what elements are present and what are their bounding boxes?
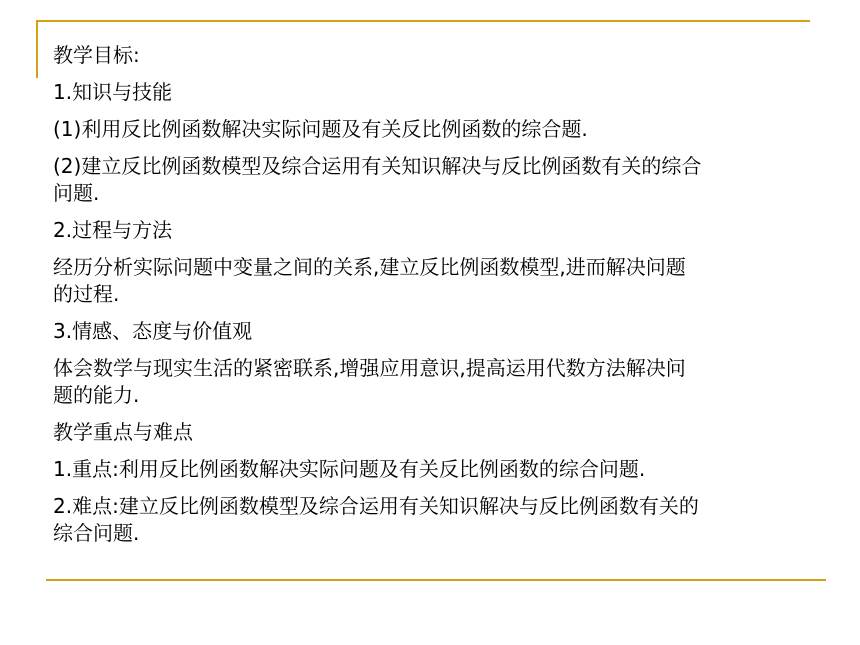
knowledge-point-2-line-1: (2)建立反比例函数模型及综合运用有关知识解决与反比例函数有关的综合 <box>53 154 702 178</box>
slide-content <box>53 42 833 557</box>
emotion-attitude-text-line-1: 体会数学与现实生活的紧密联系,增强应用意识,提高运用代数方法解决问 <box>53 356 686 380</box>
knowledge-point-2 <box>53 153 833 207</box>
process-method-title: 2.过程与方法 <box>53 218 173 242</box>
objectives-heading: 教学目标: <box>53 43 140 67</box>
bottom-accent-rule <box>46 579 826 581</box>
focus-difficulty-point <box>53 493 833 547</box>
left-accent-rule <box>36 20 38 78</box>
knowledge-point-1: (1)利用反比例函数解决实际问题及有关反比例函数的综合题. <box>53 117 588 141</box>
emotion-attitude-text-line-2: 题的能力. <box>53 383 140 407</box>
knowledge-point-2-line-2: 问题. <box>53 181 100 205</box>
focus-difficulty-line-1: 2.难点:建立反比例函数模型及综合运用有关知识解决与反比例函数有关的 <box>53 494 699 518</box>
process-method-text-line-2: 的过程. <box>53 282 120 306</box>
knowledge-skills-title: 1.知识与技能 <box>53 80 173 104</box>
focus-difficulty-heading: 教学重点与难点 <box>53 420 193 444</box>
process-method-text <box>53 254 833 308</box>
emotion-attitude-title: 3.情感、态度与价值观 <box>53 319 253 343</box>
process-method-text-line-1: 经历分析实际问题中变量之间的关系,建立反比例函数模型,进而解决问题 <box>53 255 686 279</box>
focus-key-point: 1.重点:利用反比例函数解决实际问题及有关反比例函数的综合问题. <box>53 457 646 481</box>
focus-difficulty-line-2: 综合问题. <box>53 521 140 545</box>
emotion-attitude-text <box>53 355 833 409</box>
top-accent-rule <box>38 20 810 22</box>
